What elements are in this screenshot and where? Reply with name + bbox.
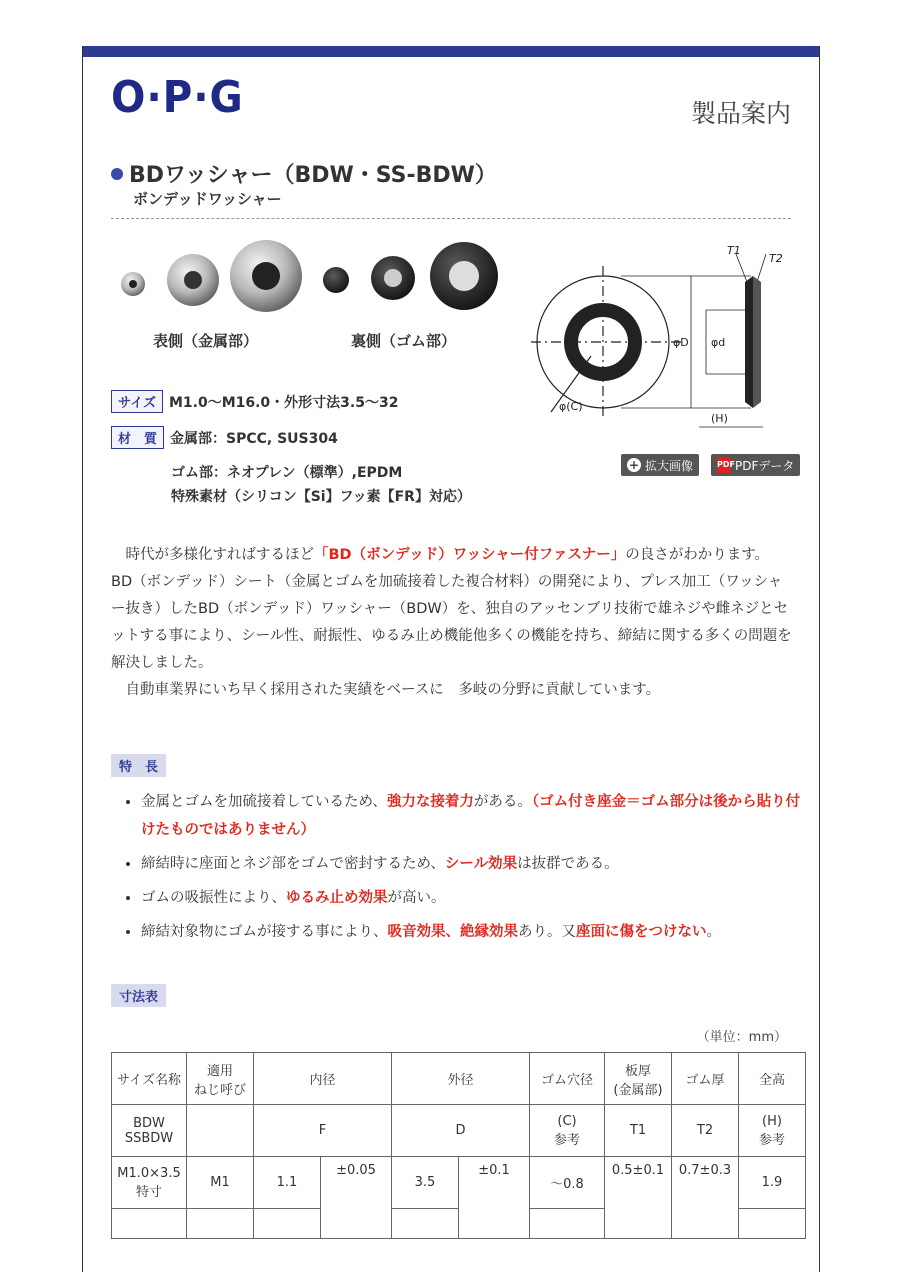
- diagram-label-c: φ(C): [559, 400, 583, 413]
- bullet-icon: [111, 168, 123, 180]
- feature-item: • 締結時に座面とネジ部をゴムで密封するため、シール効果は抜群である。: [141, 850, 811, 878]
- product-title: [111, 158, 497, 189]
- divider: [111, 218, 791, 219]
- product-subtitle: ボンデッドワッシャー: [133, 190, 282, 208]
- washer-back-small: [323, 267, 349, 293]
- washer-diagram: [531, 242, 801, 442]
- header-title: 製品案内: [690, 99, 791, 128]
- washer-front-large: [230, 240, 302, 312]
- plus-circle-icon: +: [628, 458, 640, 472]
- unit-note: （単位：mm）: [696, 1030, 787, 1045]
- feature-item: • 金属とゴムを加硫接着しているため、強力な接着力がある。（ゴム付き座金＝ゴム部分は後から貼り付けたものではありません）: [141, 788, 811, 844]
- washer-front-small: [121, 272, 145, 296]
- page-frame: [82, 46, 820, 1272]
- top-bar: [83, 46, 819, 57]
- spec-special: 特殊素材（シリコン【Si】フッ素【FR】対応）: [171, 489, 471, 505]
- washer-back-medium: [371, 256, 415, 300]
- zoom-label: 拡大画像: [645, 458, 694, 473]
- intro-text: [111, 542, 795, 704]
- diagram-label-t1: T1: [727, 244, 741, 257]
- back-caption: 裏側（ゴム部）: [351, 332, 457, 350]
- zoom-image-button[interactable]: [621, 454, 699, 476]
- washer-back-large: [430, 242, 498, 310]
- table-header-row: サイズ名称 適用 ねじ呼び 内径 外径 ゴム穴径 板厚 (金属部) ゴム厚 全高: [112, 1053, 806, 1105]
- dimension-table: [111, 1052, 806, 1239]
- size-tag: サイズ: [111, 390, 163, 413]
- product-title-text: BDワッシャー（BDW・SS-BDW）: [129, 163, 497, 188]
- table-header-row: BDW SSBDW F D (C) 参考 T1 T2 (H) 参考: [112, 1105, 806, 1157]
- pdf-label: PDFデータ: [735, 458, 795, 473]
- front-caption: 表側（金属部）: [153, 332, 259, 350]
- table-row: M1.0×3.5 特寸 M1 1.1 ±0.05 3.5 ±0.1 〜0.8 0.5±0.1 0.7±0.3 1.9: [112, 1157, 806, 1209]
- features-list: [121, 788, 811, 952]
- intro-p1: 時代が多様化すればするほど「BD（ボンデッド）ワッシャー付ファスナー」の良さがわかります。: [111, 547, 770, 563]
- spec-size: [111, 390, 398, 413]
- features-label: 特 長: [111, 754, 166, 777]
- diagram-label-t2: T2: [769, 252, 783, 265]
- material-tag: 材 質: [111, 426, 164, 449]
- spec-material: [111, 426, 338, 449]
- intro-p2: BD（ボンデッド）シート（金属とゴムを加硫接着した複合材料）の開発により、プレス加工（ワッシャー抜き）したBD（ボンデッド）ワッシャー（BDW）を、独自のアッセンブリ技術で雄ネジや雌ネジとセットする事により、シール性、耐振性、ゆるみ止め機能他多くの機能を持ち、締結に関する多くの問題を解決しました。: [111, 574, 792, 671]
- washer-front-medium: [167, 254, 219, 306]
- feature-item: • ゴムの吸振性により、ゆるみ止め効果が高い。: [141, 884, 811, 912]
- feature-item: • 締結対象物にゴムが接する事により、吸音効果、絶縁効果あり。又座面に傷をつけない。: [141, 918, 811, 946]
- pdf-data-button[interactable]: [711, 454, 800, 476]
- table-label: 寸法表: [111, 984, 166, 1007]
- intro-p3: 自動車業界にいち早く採用された実績をベースに 多岐の分野に貢献しています。: [111, 682, 661, 698]
- size-value: M1.0〜M16.0・外形寸法3.5〜32: [168, 394, 399, 411]
- diagram-label-h: (H): [711, 412, 728, 425]
- material-value: 金属部：SPCC, SUS304: [170, 430, 338, 447]
- spec-rubber: ゴム部：ネオプレン（標準）,EPDM: [171, 465, 403, 481]
- opg-logo[interactable]: O·P·G: [111, 72, 244, 123]
- pdf-icon: PDF: [717, 457, 731, 473]
- diagram-label-D: φD: [673, 336, 689, 349]
- diagram-label-d: φd: [711, 336, 726, 349]
